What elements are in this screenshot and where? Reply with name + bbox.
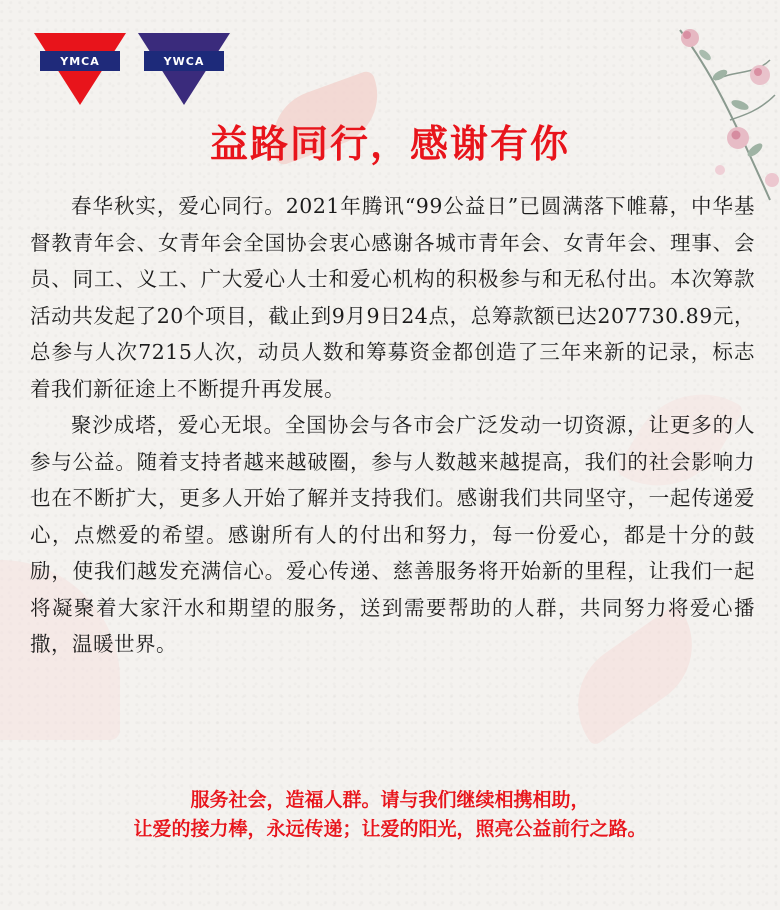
- page-title: 益路同行，感谢有你: [209, 122, 570, 166]
- article-body: [30, 188, 755, 663]
- slogan-line: 服务社会，造福人群。请与我们继续相携相助，: [190, 789, 590, 811]
- ywca-logo: [138, 33, 230, 105]
- slogan-line: 让爱的接力棒，永远传递；让爱的阳光，照亮公益前行之路。: [133, 818, 647, 840]
- closing-slogan: [0, 786, 780, 844]
- paragraph: 聚沙成塔，爱心无垠。全国协会与各市会广泛发动一切资源，让更多的人参与公益。随着支持者越来越破圈，参与人数越来越提高，我们的社会影响力也在不断扩大，更多人开始了解并支持我们。感谢我们共同坚守，一起传递爱心，点燃爱的希望。感谢所有人的付出和努力，每一份爱心，都是十分的鼓励，使我们越发充满信心。爱心传递、慈善服务将开始新的里程，让我们一起将凝聚着大家汗水和期望的服务，送到需要帮助的人群，共同努力将爱心播撒，温暖世界。: [30, 413, 755, 656]
- logo-group: [34, 33, 230, 105]
- ywca-logo-text: YWCA: [144, 51, 224, 71]
- ymca-logo-text: YMCA: [40, 51, 120, 71]
- ymca-logo: [34, 33, 126, 105]
- paragraph: 春华秋实，爱心同行。2021年腾讯“99公益日”已圆满落下帷幕，中华基督教青年会、女青年会全国协会衷心感谢各城市青年会、女青年会、理事、会员、同工、义工、广大爱心人士和爱心机构的积极参与和无私付出。本次筹款活动共发起了20个项目，截止到9月9日24点，总筹款额已达207730.89元，总参与人次7215人次，动员人数和筹募资金都创造了三年来新的记录，标志着我们新征途上不断提升再发展。: [30, 194, 755, 401]
